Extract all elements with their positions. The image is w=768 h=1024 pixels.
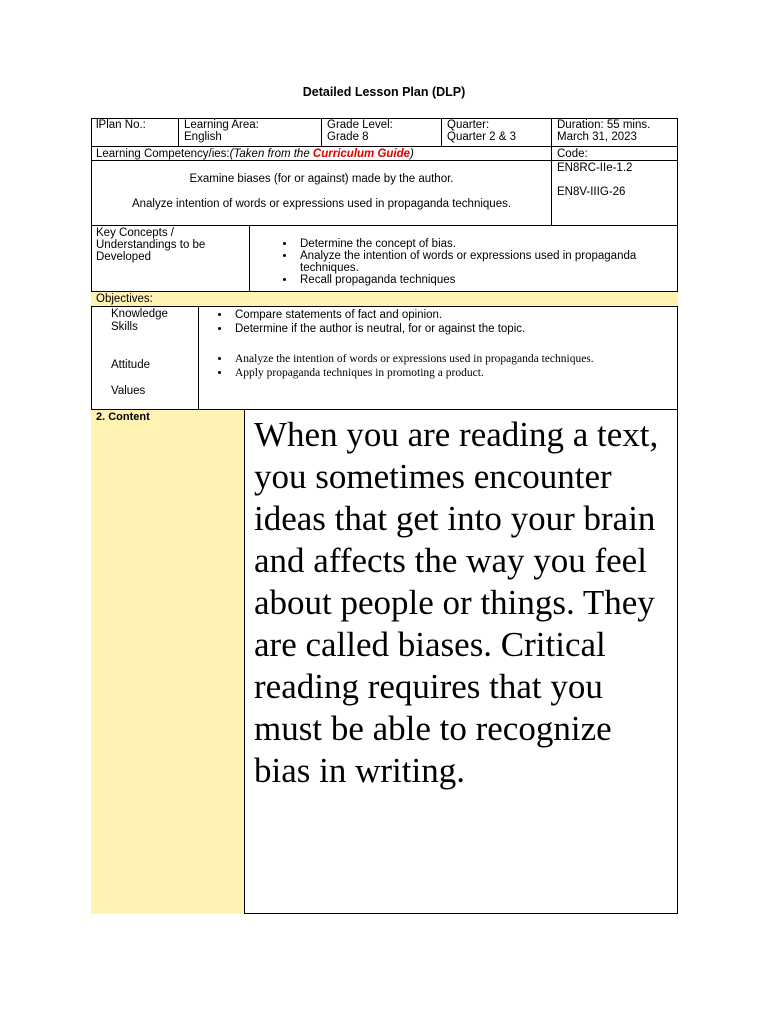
- header-label: Quarter:: [447, 119, 490, 131]
- header-cell-quarter: [442, 118, 552, 146]
- competency-code-2: EN8V-IIIG-26: [557, 186, 626, 198]
- objective-item-skills: • Determine if the author is neutral, for or against the topic.: [231, 323, 678, 335]
- header-value: March 31, 2023: [557, 131, 637, 143]
- objective-item-knowledge: • Compare statements of fact and opinion.: [231, 309, 678, 321]
- key-concept-item: • Determine the concept of bias.: [296, 238, 648, 250]
- code-label: Code:: [552, 146, 678, 160]
- key-concepts-list: [250, 225, 678, 291]
- header-value: English: [184, 131, 222, 143]
- competency-label-row: [91, 146, 552, 160]
- objectives-domains: [91, 306, 199, 409]
- header-value: Grade 8: [327, 131, 369, 143]
- curriculum-guide-highlight: Curriculum Guide: [312, 148, 411, 160]
- header-cell-plan-no: [91, 118, 179, 146]
- competency-item-1: Examine biases (for or against) made by the author.: [189, 173, 454, 185]
- domain-knowledge: Knowledge: [111, 308, 168, 320]
- domain-attitude: Attitude: [111, 359, 150, 371]
- objectives-label: Objectives:: [91, 291, 678, 306]
- competency-code-1: EN8RC-IIe-1.2: [557, 162, 633, 174]
- header-cell-learning-area: [179, 118, 322, 146]
- competency-codes: [552, 160, 678, 225]
- header-label: lPlan No.:: [96, 119, 146, 131]
- header-value: Quarter 2 & 3: [447, 131, 517, 143]
- header-cell-grade-level: [322, 118, 442, 146]
- header-cell-duration: [552, 118, 678, 146]
- key-concept-item: • Analyze the intention of words or expressions used in propaganda techniques.: [296, 250, 648, 274]
- document-title: Detailed Lesson Plan (DLP): [302, 85, 466, 99]
- header-label: Learning Area:: [184, 119, 259, 131]
- competency-note: (Taken from the: [229, 148, 313, 160]
- objective-item-values: • Apply propaganda techniques in promoting a product.: [231, 367, 678, 379]
- objectives-list: [199, 306, 678, 409]
- header-label: Duration: 55 mins.: [557, 119, 651, 131]
- lesson-plan-table: [91, 118, 678, 914]
- competency-items: [91, 160, 552, 225]
- content-label: 2. Content: [91, 409, 245, 914]
- key-concepts-label: Key Concepts / Understandings to be Developed: [91, 225, 250, 291]
- key-concept-item: • Recall propaganda techniques: [296, 274, 648, 286]
- competency-item-2: Analyze intention of words or expressions used in propaganda techniques.: [131, 198, 512, 210]
- competency-label: Learning Competency/ies:: [96, 148, 230, 160]
- content-text: When you are reading a text, you sometimes encounter ideas that get into your brain and affects the way you feel about people or things. They are called biases. Critical reading requires that you must be able to recognize bias in writing.: [254, 415, 659, 790]
- domain-skills: Skills: [111, 321, 138, 333]
- domain-values: Values: [111, 385, 146, 397]
- objective-item-attitude: • Analyze the intention of words or expressions used in propaganda techniques.: [231, 353, 678, 365]
- competency-note-close: ): [410, 148, 414, 160]
- header-label: Grade Level:: [327, 119, 393, 131]
